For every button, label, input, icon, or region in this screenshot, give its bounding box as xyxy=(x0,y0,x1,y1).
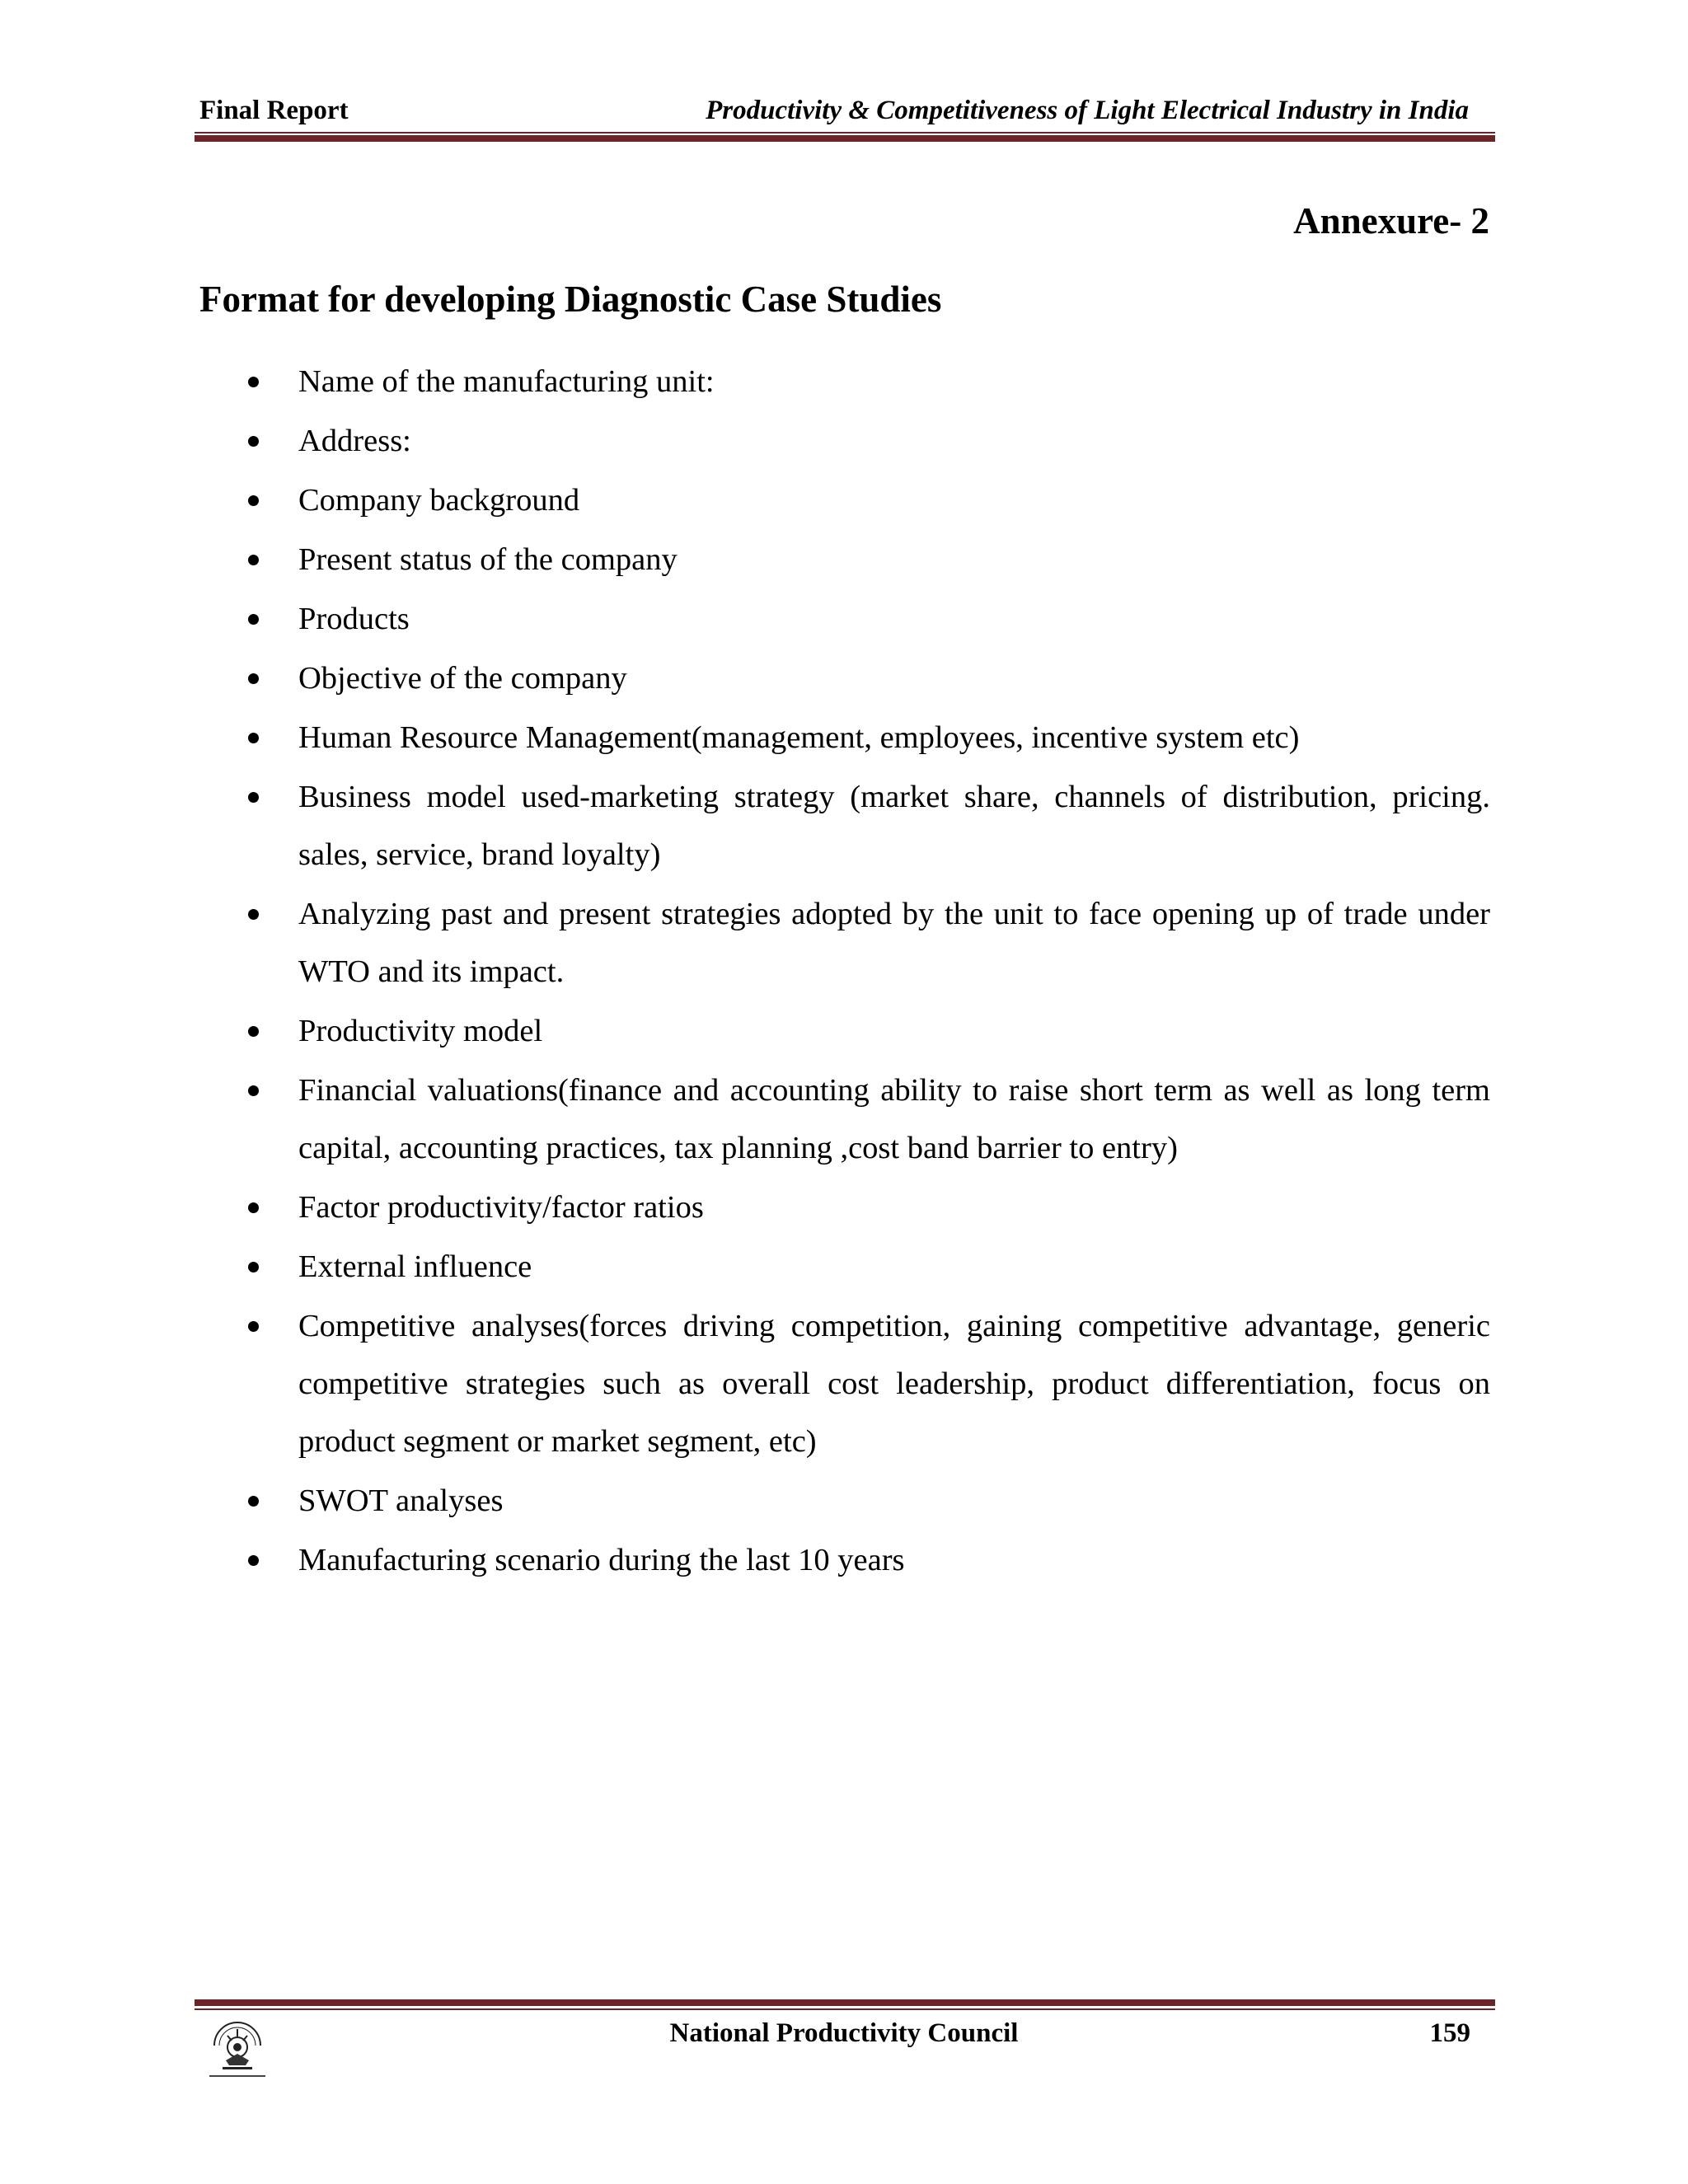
list-item xyxy=(199,1297,1490,1470)
list-item-text: Present status of the company xyxy=(298,542,678,577)
header-document-title: Productivity & Competitiveness of Light Electrical Industry in India xyxy=(706,96,1469,125)
list-item-text: SWOT analyses xyxy=(298,1483,504,1518)
bullet-icon xyxy=(248,673,259,684)
bullet-icon xyxy=(248,436,259,447)
header-rule-thick xyxy=(195,135,1495,142)
bullet-icon xyxy=(248,1026,259,1037)
bullet-icon xyxy=(248,1202,259,1213)
list-item-text: Analyzing past and present strategies adopted by the unit to face opening up of trade under WTO and its impact. xyxy=(298,897,1490,989)
bullet-icon xyxy=(248,1321,259,1332)
bullet-icon xyxy=(248,1085,259,1096)
list-item-text: Business model used-marketing strategy (market share, channels of distribution, pricing. sales, service, brand loyalty) xyxy=(298,780,1490,872)
list-item-text: Manufacturing scenario during the last 10 years xyxy=(298,1543,905,1577)
list-item xyxy=(199,768,1490,883)
list-item xyxy=(199,412,1490,470)
list-item xyxy=(199,1472,1490,1530)
list-item xyxy=(199,590,1490,648)
bullet-icon xyxy=(248,733,259,743)
bullet-list xyxy=(199,353,1490,1591)
list-item xyxy=(199,709,1490,766)
list-item-text: Competitive analyses(forces driving competition, gaining competitive advantage, generic competitive strategies such as overall cost leadership, product differentiation, focus on product segment or market segment, etc) xyxy=(298,1309,1490,1459)
list-item xyxy=(199,353,1490,410)
bullet-icon xyxy=(248,792,259,803)
list-item xyxy=(199,1062,1490,1177)
list-item xyxy=(199,471,1490,529)
list-item-text: Human Resource Management(management, employees, incentive system etc) xyxy=(298,720,1300,755)
list-item-text: External influence xyxy=(298,1249,532,1284)
list-item xyxy=(199,649,1490,707)
annexure-label: Annexure- 2 xyxy=(1293,200,1489,241)
page-number: 159 xyxy=(1429,2018,1470,2048)
bullet-icon xyxy=(248,495,259,506)
bullet-icon xyxy=(248,555,259,565)
list-item-text: Products xyxy=(298,602,410,636)
bullet-icon xyxy=(248,614,259,625)
list-item xyxy=(199,1238,1490,1296)
list-item-text: Address: xyxy=(298,424,411,458)
list-item xyxy=(199,531,1490,588)
section-title: Format for developing Diagnostic Case Studies xyxy=(199,279,942,320)
list-item xyxy=(199,1002,1490,1060)
list-item-text: Financial valuations(finance and accounting ability to raise short term as well as long term capital, accounting practices, tax planning ,cost band barrier to entry) xyxy=(298,1073,1490,1165)
list-item xyxy=(199,885,1490,1001)
footer-rule-thin xyxy=(195,2008,1495,2010)
list-item xyxy=(199,1179,1490,1236)
footer-rule-thick xyxy=(195,1999,1495,2006)
footer-organization: National Productivity Council xyxy=(669,2018,1019,2048)
list-item-text: Factor productivity/factor ratios xyxy=(298,1190,704,1225)
list-item-text: Company background xyxy=(298,483,580,518)
bullet-icon xyxy=(248,1555,259,1566)
header-rule-thin xyxy=(195,132,1495,134)
header-report-title: Final Report xyxy=(199,96,349,125)
list-item-text: Objective of the company xyxy=(298,661,627,696)
bullet-icon xyxy=(248,1496,259,1507)
bullet-icon xyxy=(248,1262,259,1272)
bullet-icon xyxy=(248,909,259,920)
list-item xyxy=(199,1531,1490,1589)
list-item-text: Productivity model xyxy=(298,1014,543,1048)
bullet-icon xyxy=(248,377,259,387)
list-item-text: Name of the manufacturing unit: xyxy=(298,364,715,399)
